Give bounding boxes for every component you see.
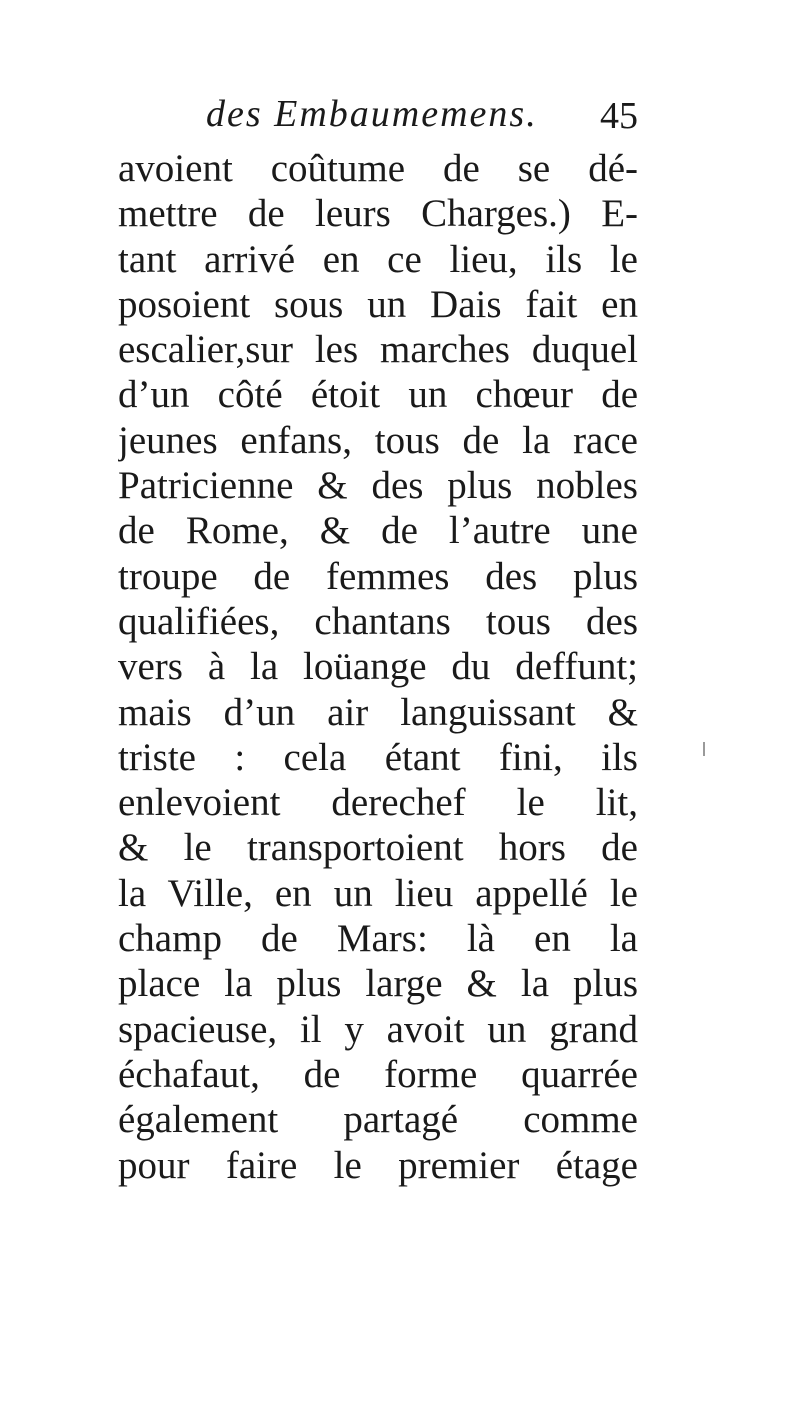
text-line: d’un côté étoit un chœur de (118, 373, 638, 417)
text-line: de Rome, & de l’autre une (118, 509, 638, 553)
text-line: troupe de femmes des plus (118, 554, 638, 598)
text-line: qualifiées, chantans tous des (118, 599, 638, 643)
text-line: posoient sous un Dais fait en (118, 282, 638, 326)
text-line: tant arrivé en ce lieu, ils le (118, 237, 638, 281)
text-line: triste : cela étant fini, ils (118, 735, 638, 779)
page-header (118, 92, 638, 146)
text-line: enlevoient derechef le lit, (118, 781, 638, 825)
text-line: avoient coûtume de se dé- (118, 147, 638, 190)
text-line: & le transportoient hors de (118, 826, 638, 870)
text-line: spacieuse, il y avoit un grand (118, 1007, 638, 1051)
margin-mark (703, 742, 705, 756)
body-text (118, 146, 638, 1188)
text-line: vers à la loüange du deffunt; (118, 645, 638, 689)
text-line: pour faire le premier étage (118, 1143, 638, 1187)
text-line: champ de Mars: là en la (118, 917, 638, 961)
running-title: des Embaumemens. (206, 93, 538, 135)
text-line: jeunes enfans, tous de la race (118, 418, 638, 462)
text-line: mais d’un air languissant & (118, 690, 638, 734)
text-line: également partagé comme (118, 1098, 638, 1142)
text-line: la Ville, en un lieu appellé le (118, 871, 638, 915)
page-number: 45 (600, 95, 638, 137)
text-line: échafaut, de forme quarrée (118, 1052, 638, 1096)
text-line: mettre de leurs Charges.) E- (118, 192, 638, 236)
text-line: place la plus large & la plus (118, 962, 638, 1006)
text-line: escalier,sur les marches duquel (118, 328, 638, 372)
text-line: Patricienne & des plus nobles (118, 464, 638, 508)
